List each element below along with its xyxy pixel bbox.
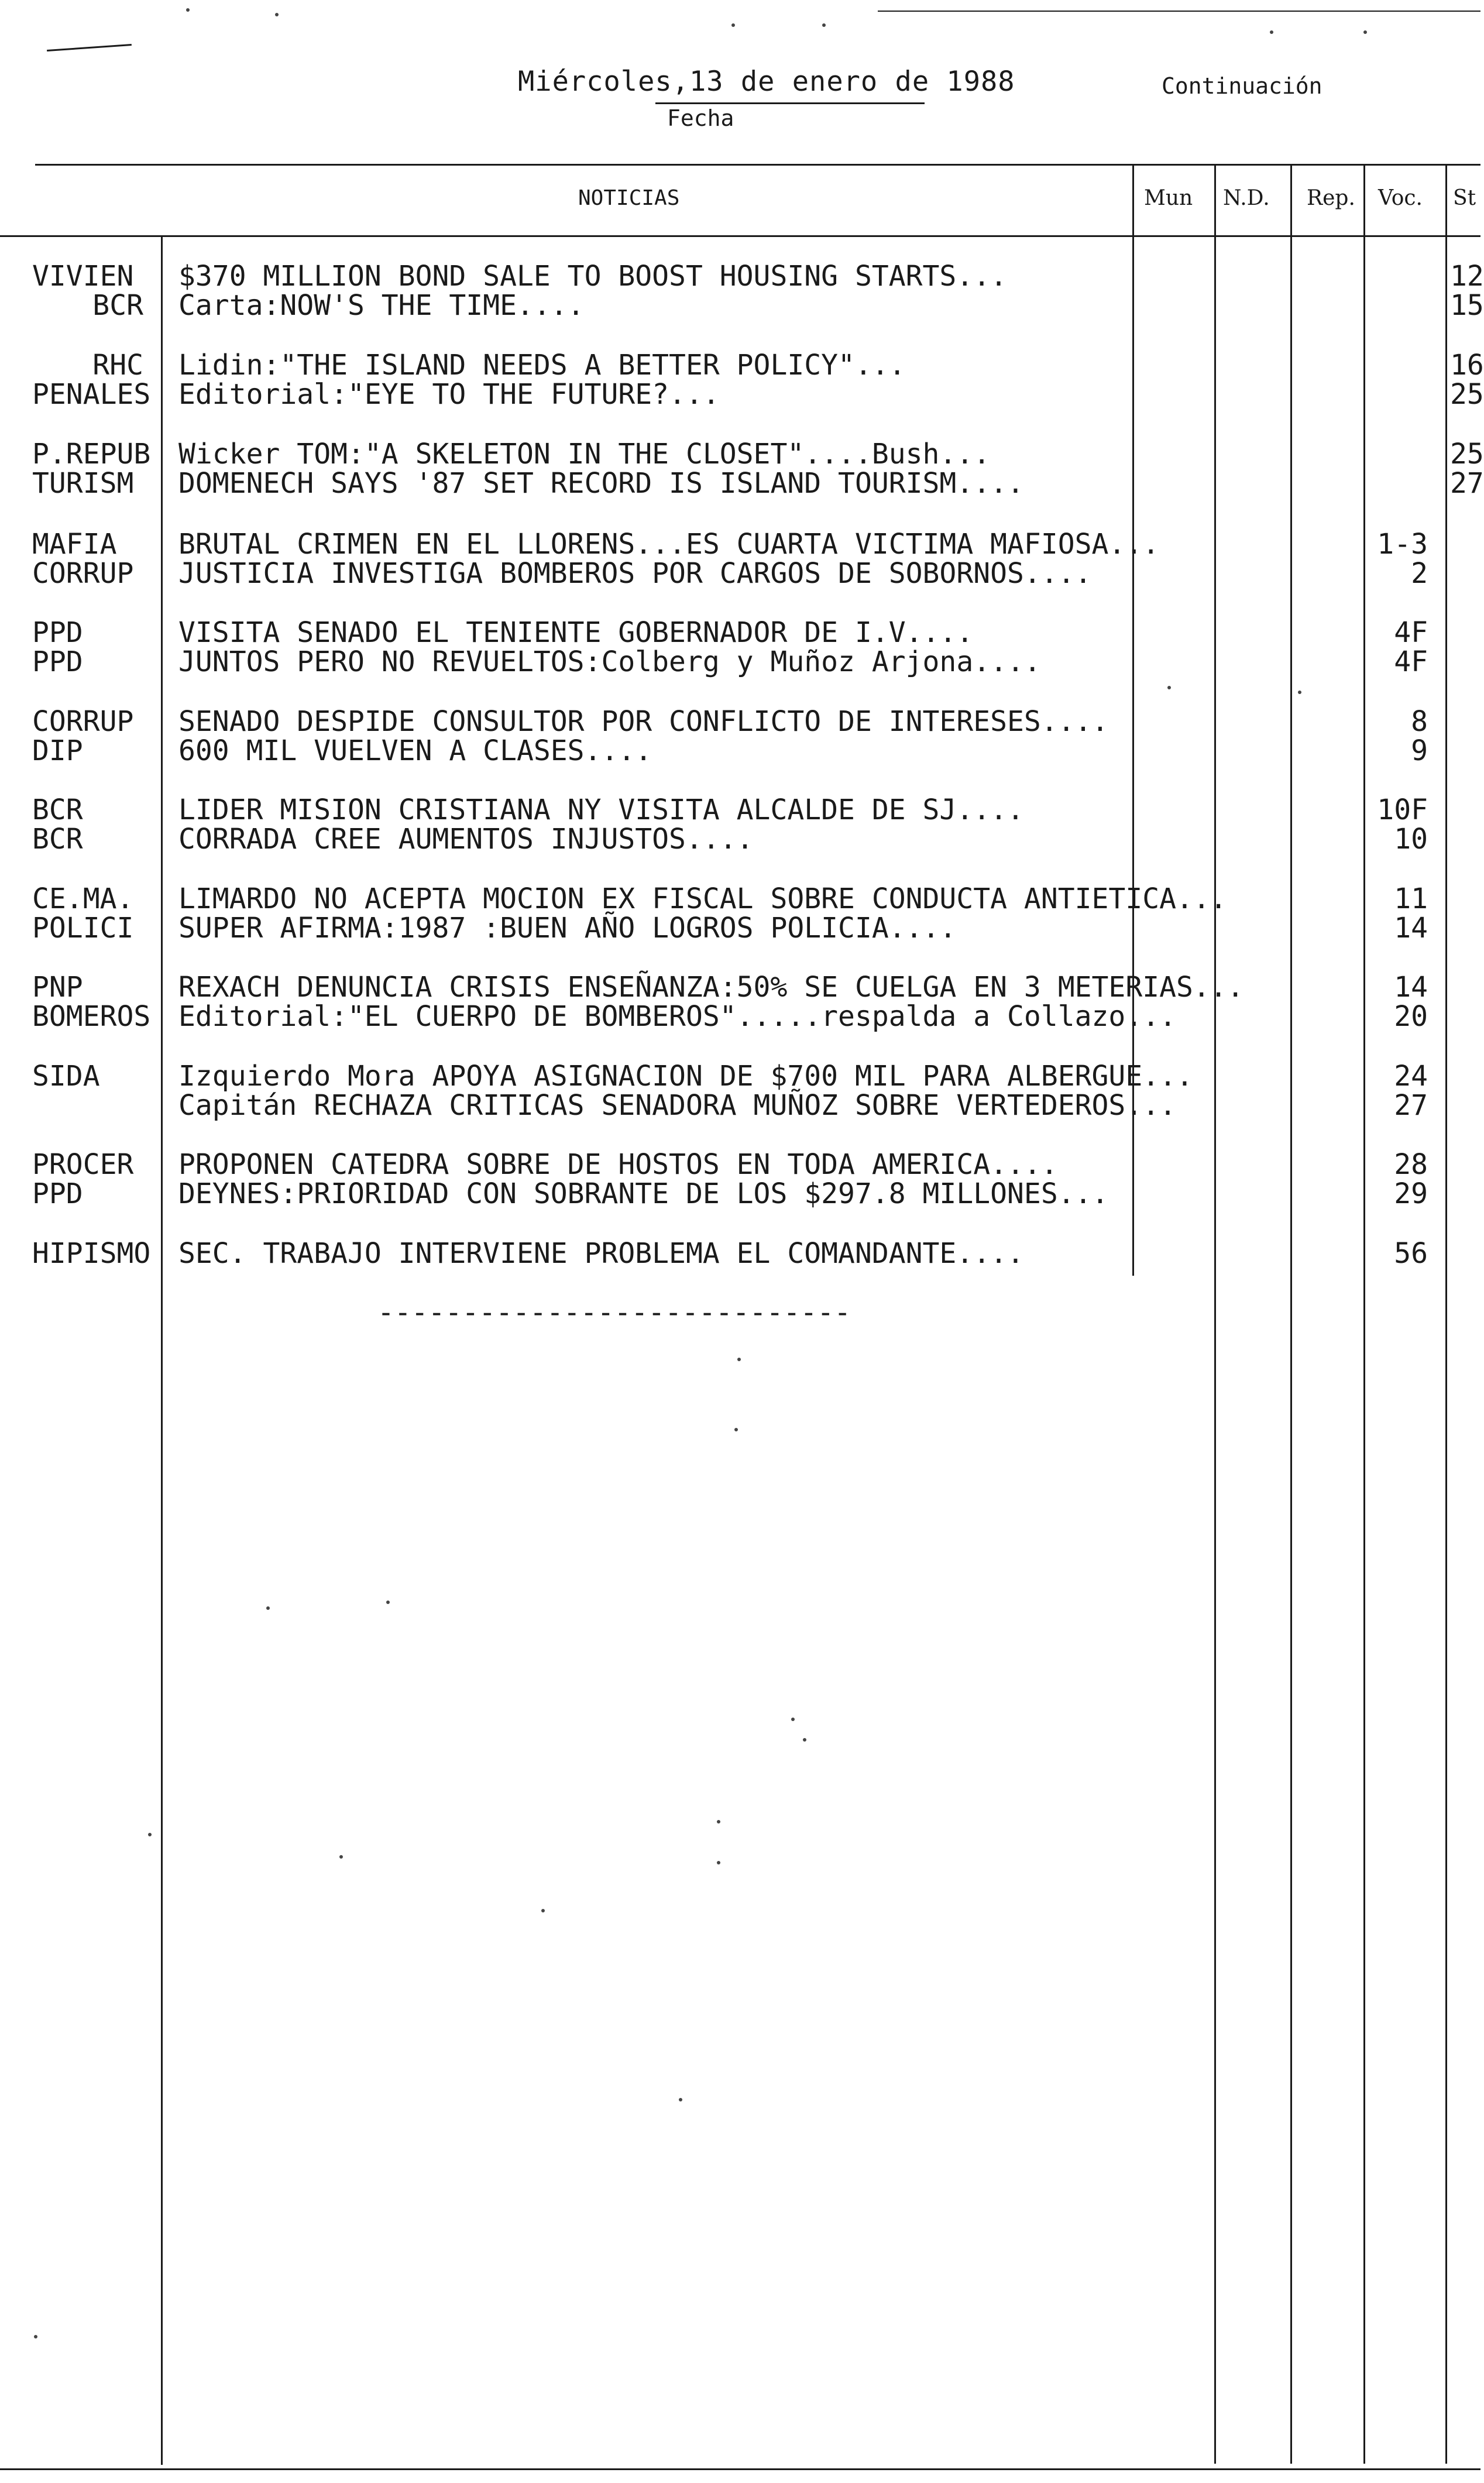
scan-speck (386, 1601, 390, 1604)
row-category: CORRUP (32, 705, 134, 738)
page-bottom-rule (0, 2468, 1480, 2470)
row-voc: 29 (1394, 1177, 1428, 1210)
scan-speck (34, 2335, 37, 2338)
row-category: PPD (32, 1177, 83, 1210)
row-voc: 14 (1394, 912, 1428, 945)
date-label: Fecha (667, 105, 734, 131)
scan-speck (1298, 691, 1301, 694)
row-category: PENALES (32, 378, 151, 411)
row-category: CE.MA. (32, 882, 134, 915)
row-category: DIP (32, 734, 83, 767)
voc-header: Voc. (1378, 186, 1423, 210)
scan-speck (734, 1428, 738, 1431)
table-row (0, 913, 1480, 943)
row-headline: Capitán RECHAZA CRITICAS SENADORA MUÑOZ SOBRE VERTEDEROS... (178, 1089, 1177, 1122)
scan-speck (822, 23, 826, 27)
scan-speck (679, 2098, 682, 2101)
nd-header: N.D. (1223, 186, 1270, 210)
scan-speck (1270, 30, 1273, 34)
row-category: CORRUP (32, 557, 134, 590)
table-row (0, 378, 1484, 411)
scan-speck (717, 1820, 720, 1823)
row-voc: 8 (1411, 705, 1428, 738)
scan-speck (791, 1718, 795, 1721)
scan-speck (275, 13, 279, 16)
row-category: RHC (92, 349, 143, 382)
row-voc: 27 (1394, 1089, 1428, 1122)
row-headline: BRUTAL CRIMEN EN EL LLORENS...ES CUARTA VICTIMA MAFIOSA... (178, 528, 1160, 561)
scan-speck (1167, 686, 1171, 689)
row-headline: $370 MILLION BOND SALE TO BOOST HOUSING STARTS... (178, 260, 1008, 293)
row-headline: SEC. TRABAJO INTERVIENE PROBLEMA EL COMANDANTE.... (178, 1237, 1024, 1270)
row-headline: DOMENECH SAYS '87 SET RECORD IS ISLAND TOURISM.... (178, 467, 1024, 500)
row-st: 16 (1450, 349, 1484, 382)
nd-column-divider (1214, 164, 1216, 2464)
row-voc: 56 (1394, 1237, 1428, 1270)
table-row (0, 736, 1480, 766)
table-row (0, 1001, 1480, 1032)
scan-speck (717, 1861, 720, 1864)
row-headline: SUPER AFIRMA:1987 :BUEN AÑO LOGROS POLICIA.... (178, 912, 957, 945)
row-headline: Izquierdo Mora APOYA ASIGNACION DE $700 MIL PARA ALBERGUE... (178, 1060, 1193, 1093)
row-headline: 600 MIL VUELVEN A CLASES.... (178, 734, 652, 767)
table-row (0, 289, 1484, 322)
row-voc: 4F (1394, 616, 1428, 649)
table-top-rule (35, 164, 1480, 166)
row-st: 27 (1450, 467, 1484, 500)
row-voc: 10F (1377, 794, 1428, 826)
row-voc: 10 (1394, 823, 1428, 856)
table-row (0, 795, 1480, 825)
row-headline: LIDER MISION CRISTIANA NY VISITA ALCALDE DE SJ.... (178, 794, 1024, 826)
header-bottom-rule (0, 235, 1480, 237)
row-headline: JUSTICIA INVESTIGA BOMBEROS POR CARGOS DE SOBORNOS.... (178, 557, 1092, 590)
row-headline: REXACH DENUNCIA CRISIS ENSEÑANZA:50% SE CUELGA EN 3 METERIAS... (178, 971, 1244, 1004)
row-voc: 14 (1394, 971, 1428, 1004)
row-category: PPD (32, 616, 83, 649)
row-st: 12 (1450, 260, 1484, 293)
row-category: PPD (32, 645, 83, 678)
row-headline: CORRADA CREE AUMENTOS INJUSTOS.... (178, 823, 754, 856)
row-category: BCR (32, 823, 83, 856)
end-of-list-marker: ---------------------------- (377, 1296, 851, 1329)
continuation-label: Continuación (1162, 73, 1322, 99)
row-voc: 2 (1411, 557, 1428, 590)
scan-speck (803, 1738, 806, 1742)
table-row (0, 529, 1480, 559)
row-category: BCR (32, 794, 83, 826)
table-row (0, 706, 1480, 737)
scan-speck (148, 1833, 152, 1836)
scan-speck (737, 1358, 741, 1361)
row-headline: Carta:NOW'S THE TIME.... (178, 289, 585, 322)
voc-column-divider (1363, 164, 1365, 2464)
table-row (0, 1238, 1480, 1269)
table-row (0, 617, 1480, 648)
row-category: MAFIA (32, 528, 117, 561)
table-row (0, 884, 1480, 914)
row-category: HIPISMO (32, 1237, 151, 1270)
st-header: St (1453, 186, 1476, 210)
row-category: PROCER (32, 1148, 134, 1181)
table-row (0, 467, 1484, 500)
row-headline: PROPONEN CATEDRA SOBRE DE HOSTOS EN TODA AMERICA.... (178, 1148, 1058, 1181)
date-line: Miércoles,13 de enero de 1988 (518, 66, 1015, 98)
row-category: BCR (92, 289, 143, 322)
table-row (0, 260, 1484, 293)
table-row (0, 1179, 1480, 1209)
scan-speck (266, 1606, 270, 1610)
row-voc: 11 (1394, 882, 1428, 915)
row-category: SIDA (32, 1060, 100, 1093)
rep-header: Rep. (1307, 186, 1355, 210)
scan-mark (47, 44, 132, 51)
row-st: 25 (1450, 438, 1484, 471)
row-category: TURISM (32, 467, 134, 500)
table-row (0, 349, 1484, 382)
row-headline: Editorial:"EYE TO THE FUTURE?... (178, 378, 720, 411)
table-row (0, 558, 1480, 589)
table-row (0, 824, 1480, 854)
row-headline: LIMARDO NO ACEPTA MOCION EX FISCAL SOBRE CONDUCTA ANTIETICA... (178, 882, 1227, 915)
row-headline: JUNTOS PERO NO REVUELTOS:Colberg y Muñoz Arjona.... (178, 645, 1041, 678)
row-category: PNP (32, 971, 83, 1004)
row-category: VIVIEN (32, 260, 134, 293)
row-headline: SENADO DESPIDE CONSULTOR POR CONFLICTO DE INTERESES.... (178, 705, 1109, 738)
row-category: P.REPUB (32, 438, 151, 471)
row-voc: 24 (1394, 1060, 1428, 1093)
row-voc: 1-3 (1377, 528, 1428, 561)
row-category: POLICI (32, 912, 134, 945)
row-headline: DEYNES:PRIORIDAD CON SOBRANTE DE LOS $297.8 MILLONES... (178, 1177, 1109, 1210)
row-voc: 4F (1394, 645, 1428, 678)
table-row (0, 438, 1484, 471)
row-headline: Wicker TOM:"A SKELETON IN THE CLOSET"....Bush... (178, 438, 991, 471)
row-headline: Lidin:"THE ISLAND NEEDS A BETTER POLICY"... (178, 349, 906, 382)
date-underline (655, 102, 925, 104)
scan-speck (731, 23, 735, 27)
row-headline: Editorial:"EL CUERPO DE BOMBEROS".....respalda a Collazo... (178, 1000, 1177, 1033)
row-st: 25 (1450, 378, 1484, 411)
rep-column-divider (1290, 164, 1292, 2464)
row-headline: VISITA SENADO EL TENIENTE GOBERNADOR DE I.V.... (178, 616, 974, 649)
mun-header: Mun (1144, 186, 1193, 210)
table-row (0, 647, 1480, 677)
scan-speck (186, 8, 190, 12)
noticias-header: NOTICIAS (578, 186, 680, 210)
row-voc: 28 (1394, 1148, 1428, 1181)
row-st: 15 (1450, 289, 1484, 322)
scan-speck (339, 1855, 343, 1859)
st-column-divider (1445, 164, 1447, 2464)
table-row (0, 1149, 1480, 1180)
page-top-rule (878, 11, 1480, 12)
scan-speck (1363, 30, 1367, 34)
row-voc: 9 (1411, 734, 1428, 767)
row-voc: 20 (1394, 1000, 1428, 1033)
scan-speck (541, 1909, 545, 1912)
table-row (0, 972, 1480, 1002)
table-row (0, 1090, 1480, 1121)
table-row (0, 1061, 1480, 1091)
row-category: BOMEROS (32, 1000, 151, 1033)
